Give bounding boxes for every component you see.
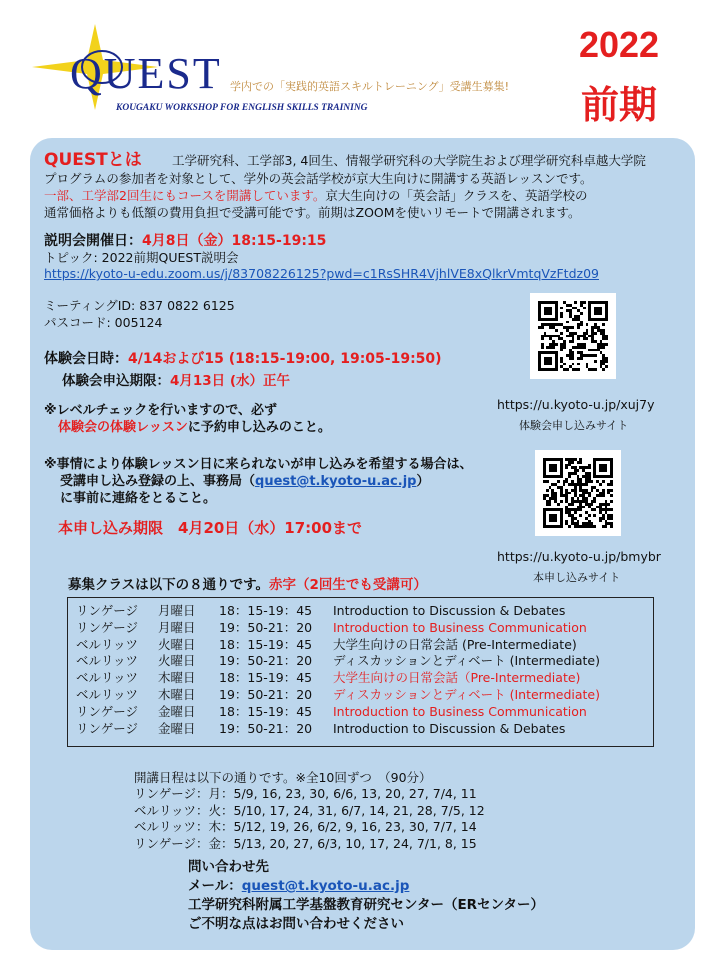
class-day: 金曜日 [158,720,196,736]
contact-email-link[interactable]: quest@t.kyoto-u.ac.jp [241,878,410,894]
trial-note-1: ※レベルチェックを行いますので、必ず [44,403,277,418]
class-school: リンゲージ [76,720,139,736]
trial-note-2: 体験会の体験レッスンに予約申し込みのこと。 [58,420,331,435]
intro-line-4: 通常価格よりも低額の費用負担で受講可能です。前期はZOOMを使いリモートで開講されます。 [44,205,581,220]
class-course: Introduction to Discussion & Debates [333,603,566,618]
schedule-line: リンゲージ：月：5/9, 16, 23, 30, 6/6, 13, 20, 27, 7/4, 11 [134,786,477,801]
intro-line-3: 一部、工学部2回生にもコースを開講しています。京大生向けの「英会話」クラスを、英語学校の [44,188,588,203]
class-school: ベルリッツ [76,636,139,652]
application-qr-code[interactable] [535,450,621,536]
intro-line-1: 工学研究科、工学部3, 4回生、情報学研究科の大学院生および理学研究科卓越大学院 [172,153,646,168]
class-day: 木曜日 [158,687,196,702]
class-course: 大学生向けの日常会話（Pre-Intermediate) [333,670,581,686]
trial-qr-code[interactable] [530,293,616,379]
class-day: 木曜日 [158,670,196,686]
class-time: 19：50-21：20 [219,653,313,669]
class-course: Introduction to Discussion & Debates [333,720,566,736]
class-day: 火曜日 [158,653,196,669]
class-time: 18：15-19：45 [219,670,313,686]
class-school: ベルリッツ [76,670,139,686]
briefing-topic: トピック: 2022前期QUEST説明会 [44,250,239,265]
trial-deadline: 体験会申込期限：4月13日 (水）正午 [62,373,291,389]
workshop-title: KOUGAKU WORKSHOP FOR ENGLISH SKILLS TRAINING [116,103,368,113]
class-time: 19：50-21：20 [219,720,313,736]
briefing-line: 説明会開催日：4月8日（金）18:15-19:15 [44,233,327,249]
contact-note: ご不明な点はお問い合わせください [188,916,404,932]
schedule-line: リンゲージ：金：5/13, 20, 27, 6/3, 10, 17, 24, 7/1, 8, 15 [134,835,477,851]
class-course: ディスカッションとディベート (Intermediate) [333,687,600,702]
header-subtitle: 学内での「実践的英語スキルトレーニング」受講生募集! [230,80,510,93]
absence-email-link[interactable]: quest@t.kyoto-u.ac.jp [255,474,417,489]
intro-line-2: プログラムの参加者を対象として、学外の英会話学校が京大生向けに開講する英語レッスンです。 [44,171,593,186]
application-qr-caption: 本申し込みサイト [533,571,621,584]
class-time: 18：15-19：45 [219,703,313,719]
schedule-line: ベルリッツ：木：5/12, 19, 26, 6/2, 9, 16, 23, 30, 7/7, 14 [134,819,477,834]
contact-center: 工学研究科附属工学基盤教育研究センター（ERセンター） [188,897,545,913]
class-time: 19：50-21：20 [219,619,313,635]
class-day: 月曜日 [158,619,196,635]
class-day: 金曜日 [158,703,196,719]
class-course: ディスカッションとディベート (Intermediate) [333,653,600,669]
classes-heading: 募集クラスは以下の８通りです。赤字（2回生でも受講可） [68,577,427,593]
schedule-heading: 開講日程は以下の通りです。※全10回ずつ （90分） [134,770,432,785]
trial-qr-url: https://u.kyoto-u.jp/xuj7y [497,397,655,412]
term-season: 前期 [580,85,657,127]
logo-text: QUEST [70,49,222,98]
class-time: 18：15-19：45 [219,636,313,652]
meeting-id: ミーティングID: 837 0822 6125 [44,298,235,313]
schedule-line: ベルリッツ：火：5/10, 17, 24, 31, 6/7, 14, 21, 28, 7/5, 12 [134,802,485,818]
class-day: 火曜日 [158,636,196,652]
class-course: Introduction to Business Communication [333,619,587,635]
term-year: 2022 [578,24,660,65]
class-school: リンゲージ [76,703,139,719]
class-time: 19：50-21：20 [219,687,313,702]
intro-heading: QUESTとは [44,150,142,170]
class-school: ベルリッツ [76,687,139,702]
contact-mail: メール：quest@t.kyoto-u.ac.jp [188,878,410,894]
zoom-link[interactable]: https://kyoto-u-edu.zoom.us/j/83708226125?pwd=c1RsSHR4VjhlVE8xQlkrVmtqVzFtdz09 [44,266,599,281]
class-school: ベルリッツ [76,653,139,669]
contact-heading: 問い合わせ先 [188,859,269,875]
absence-line-2: 受講申し込み登録の上、事務局（quest@t.kyoto-u.ac.jp） [60,474,430,489]
application-qr-url: https://u.kyoto-u.jp/bmybr [497,549,661,564]
class-school: リンゲージ [76,603,139,618]
class-table [67,597,654,747]
trial-dates: 体験会日時：4/14および15 (18:15-19:00, 19:05-19:50) [44,351,442,367]
passcode: パスコード: 005124 [44,315,163,330]
class-course: Introduction to Business Communication [333,703,587,719]
class-school: リンゲージ [76,619,139,635]
class-day: 月曜日 [158,603,196,618]
absence-line-1: ※事情により体験レッスン日に来られないが申し込みを希望する場合は、 [44,457,473,472]
application-deadline: 本申し込み期限 4月20日（水）17:00まで [58,519,363,537]
absence-line-3: に事前に連絡をとること。 [60,491,217,506]
class-course: 大学生向けの日常会話 (Pre-Intermediate) [333,636,577,652]
class-time: 18：15-19：45 [219,603,313,618]
trial-qr-caption: 体験会申し込みサイト [519,419,629,432]
